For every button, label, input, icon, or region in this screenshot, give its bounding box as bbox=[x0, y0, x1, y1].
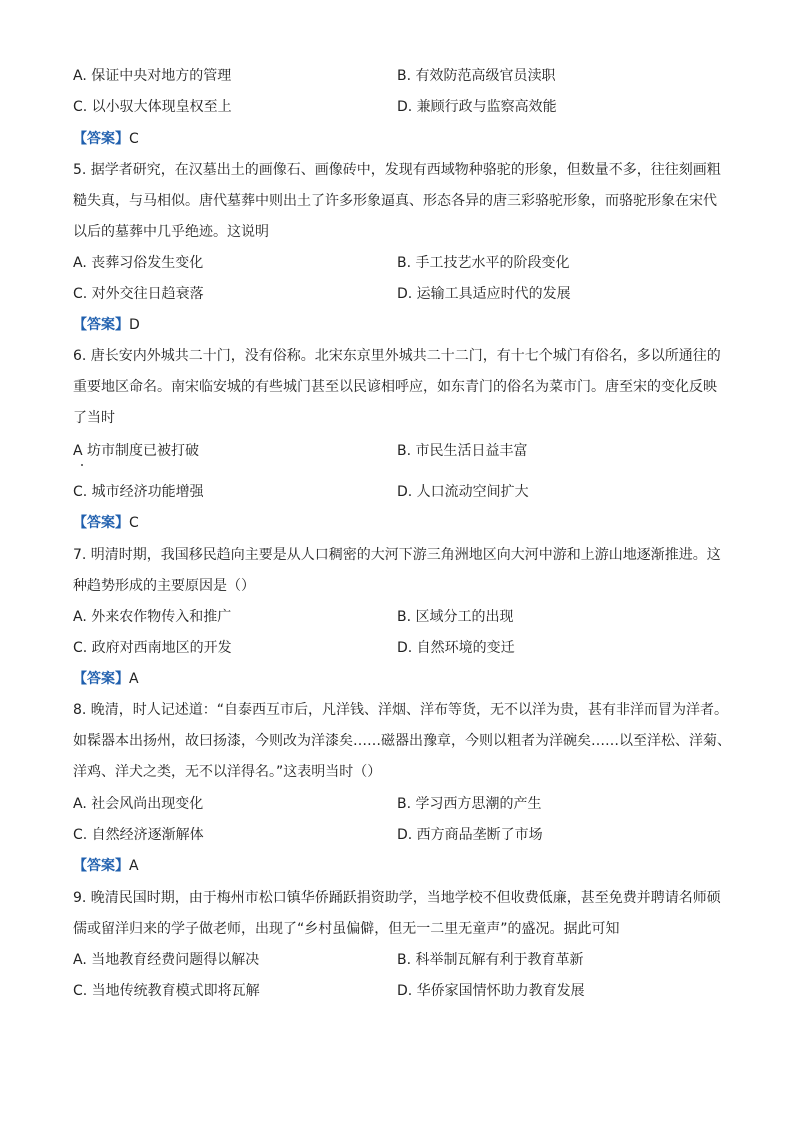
q5-stem-line: 5. 据学者研究，在汉墓出土的画像石、画像砖中，发现有西域物种骆驼的形象，但数量不多，往往刻画粗 bbox=[73, 162, 721, 178]
q5-option-b: B. 手工技艺水平的阶段变化 bbox=[397, 255, 570, 271]
q4-option-d: D. 兼顾行政与监察高效能 bbox=[397, 99, 557, 115]
q8-stem-line: 8. 晚清，时人记述道：“自泰西互市后，凡洋钱、洋烟、洋布等货，无不以洋为贵，甚有非洋而冒为洋者。 bbox=[73, 702, 729, 718]
q6-stem-line: 了当时 bbox=[73, 410, 115, 426]
q9-option-a: A. 当地教育经费问题得以解决 bbox=[73, 952, 260, 968]
answer-tag: 【答案】 bbox=[73, 131, 129, 147]
q6-option-a: A 坊市制度已被打破 bbox=[73, 443, 200, 459]
q8-stem-line: 洋鸡、洋犬之类，无不以洋得名。”这表明当时（） bbox=[73, 764, 382, 780]
answer-value: C bbox=[129, 131, 139, 147]
q5-stem-line: 以后的墓葬中几乎绝迹。这说明 bbox=[73, 224, 269, 240]
q9-option-c: C. 当地传统教育模式即将瓦解 bbox=[73, 983, 260, 999]
q8-stem-line: 如髹器本出扬州，故曰扬漆，今则改为洋漆矣……磁器出豫章，今则以粗者为洋碗矣……以至洋松、洋菊、 bbox=[73, 733, 731, 749]
answer-tag: 【答案】 bbox=[73, 515, 129, 531]
answer-tag: 【答案】 bbox=[73, 858, 129, 874]
q8-option-c: C. 自然经济逐渐解体 bbox=[73, 827, 204, 843]
answer-value: C bbox=[129, 515, 139, 531]
q7-option-a: A. 外来农作物传入和推广 bbox=[73, 609, 232, 625]
answer-value: D bbox=[129, 317, 140, 333]
answer-tag: 【答案】 bbox=[73, 671, 129, 687]
q8-option-b: B. 学习西方思潮的产生 bbox=[397, 796, 542, 812]
q6-stem-line: 6. 唐长安内外城共二十门，没有俗称。北宋东京里外城共二十二门，有十七个城门有俗名，多以所通往的 bbox=[73, 348, 721, 364]
q6-answer bbox=[73, 513, 139, 533]
q6-option-d: D. 人口流动空间扩大 bbox=[397, 484, 529, 500]
q4-answer bbox=[73, 129, 139, 149]
q7-answer bbox=[73, 669, 139, 689]
q6-stem-line: 重要地区命名。南宋临安城的有些城门甚至以民谚相呼应，如东青门的俗名为菜市门。唐至宋的变化反映 bbox=[73, 379, 717, 395]
q9-option-b: B. 科举制瓦解有利于教育革新 bbox=[397, 952, 584, 968]
q5-option-d: D. 运输工具适应时代的发展 bbox=[397, 286, 571, 302]
q7-stem-line: 种趋势形成的主要原因是（） bbox=[73, 578, 255, 594]
q9-stem-line: 9. 晚清民国时期，由于梅州市松口镇华侨踊跃捐资助学，当地学校不但收费低廉，甚至免费并聘请名师硕 bbox=[73, 890, 721, 906]
q8-option-a: A. 社会风尚出现变化 bbox=[73, 796, 204, 812]
q5-stem-line: 糙失真，与马相似。唐代墓葬中则出土了许多形象逼真、形态各异的唐三彩骆驼形象，而骆驼形象在宋代 bbox=[73, 193, 717, 209]
stray-mark bbox=[81, 464, 83, 466]
q6-option-c: C. 城市经济功能增强 bbox=[73, 484, 204, 500]
q9-option-d: D. 华侨家国情怀助力教育发展 bbox=[397, 983, 585, 999]
q7-option-b: B. 区域分工的出现 bbox=[397, 609, 514, 625]
q5-option-c: C. 对外交往日趋衰落 bbox=[73, 286, 204, 302]
answer-value: A bbox=[129, 858, 139, 874]
q7-option-d: D. 自然环境的变迁 bbox=[397, 640, 515, 656]
q7-option-c: C. 政府对西南地区的开发 bbox=[73, 640, 232, 656]
q5-option-a: A. 丧葬习俗发生变化 bbox=[73, 255, 204, 271]
q4-option-b: B. 有效防范高级官员渎职 bbox=[397, 68, 556, 84]
q6-option-b: B. 市民生活日益丰富 bbox=[397, 443, 528, 459]
q9-stem-line: 儒或留洋归来的学子做老师，出现了“乡村虽偏僻，但无一二里无童声”的盛况。据此可知 bbox=[73, 921, 620, 937]
q8-answer bbox=[73, 856, 139, 876]
answer-tag: 【答案】 bbox=[73, 317, 129, 333]
q8-option-d: D. 西方商品垄断了市场 bbox=[397, 827, 543, 843]
q7-stem-line: 7. 明清时期，我国移民趋向主要是从人口稠密的大河下游三角洲地区向大河中游和上游山地逐渐推进。这 bbox=[73, 547, 721, 563]
q5-answer bbox=[73, 315, 140, 335]
q4-option-a: A. 保证中央对地方的管理 bbox=[73, 68, 232, 84]
q4-option-c: C. 以小驭大体现皇权至上 bbox=[73, 99, 232, 115]
answer-value: A bbox=[129, 671, 139, 687]
